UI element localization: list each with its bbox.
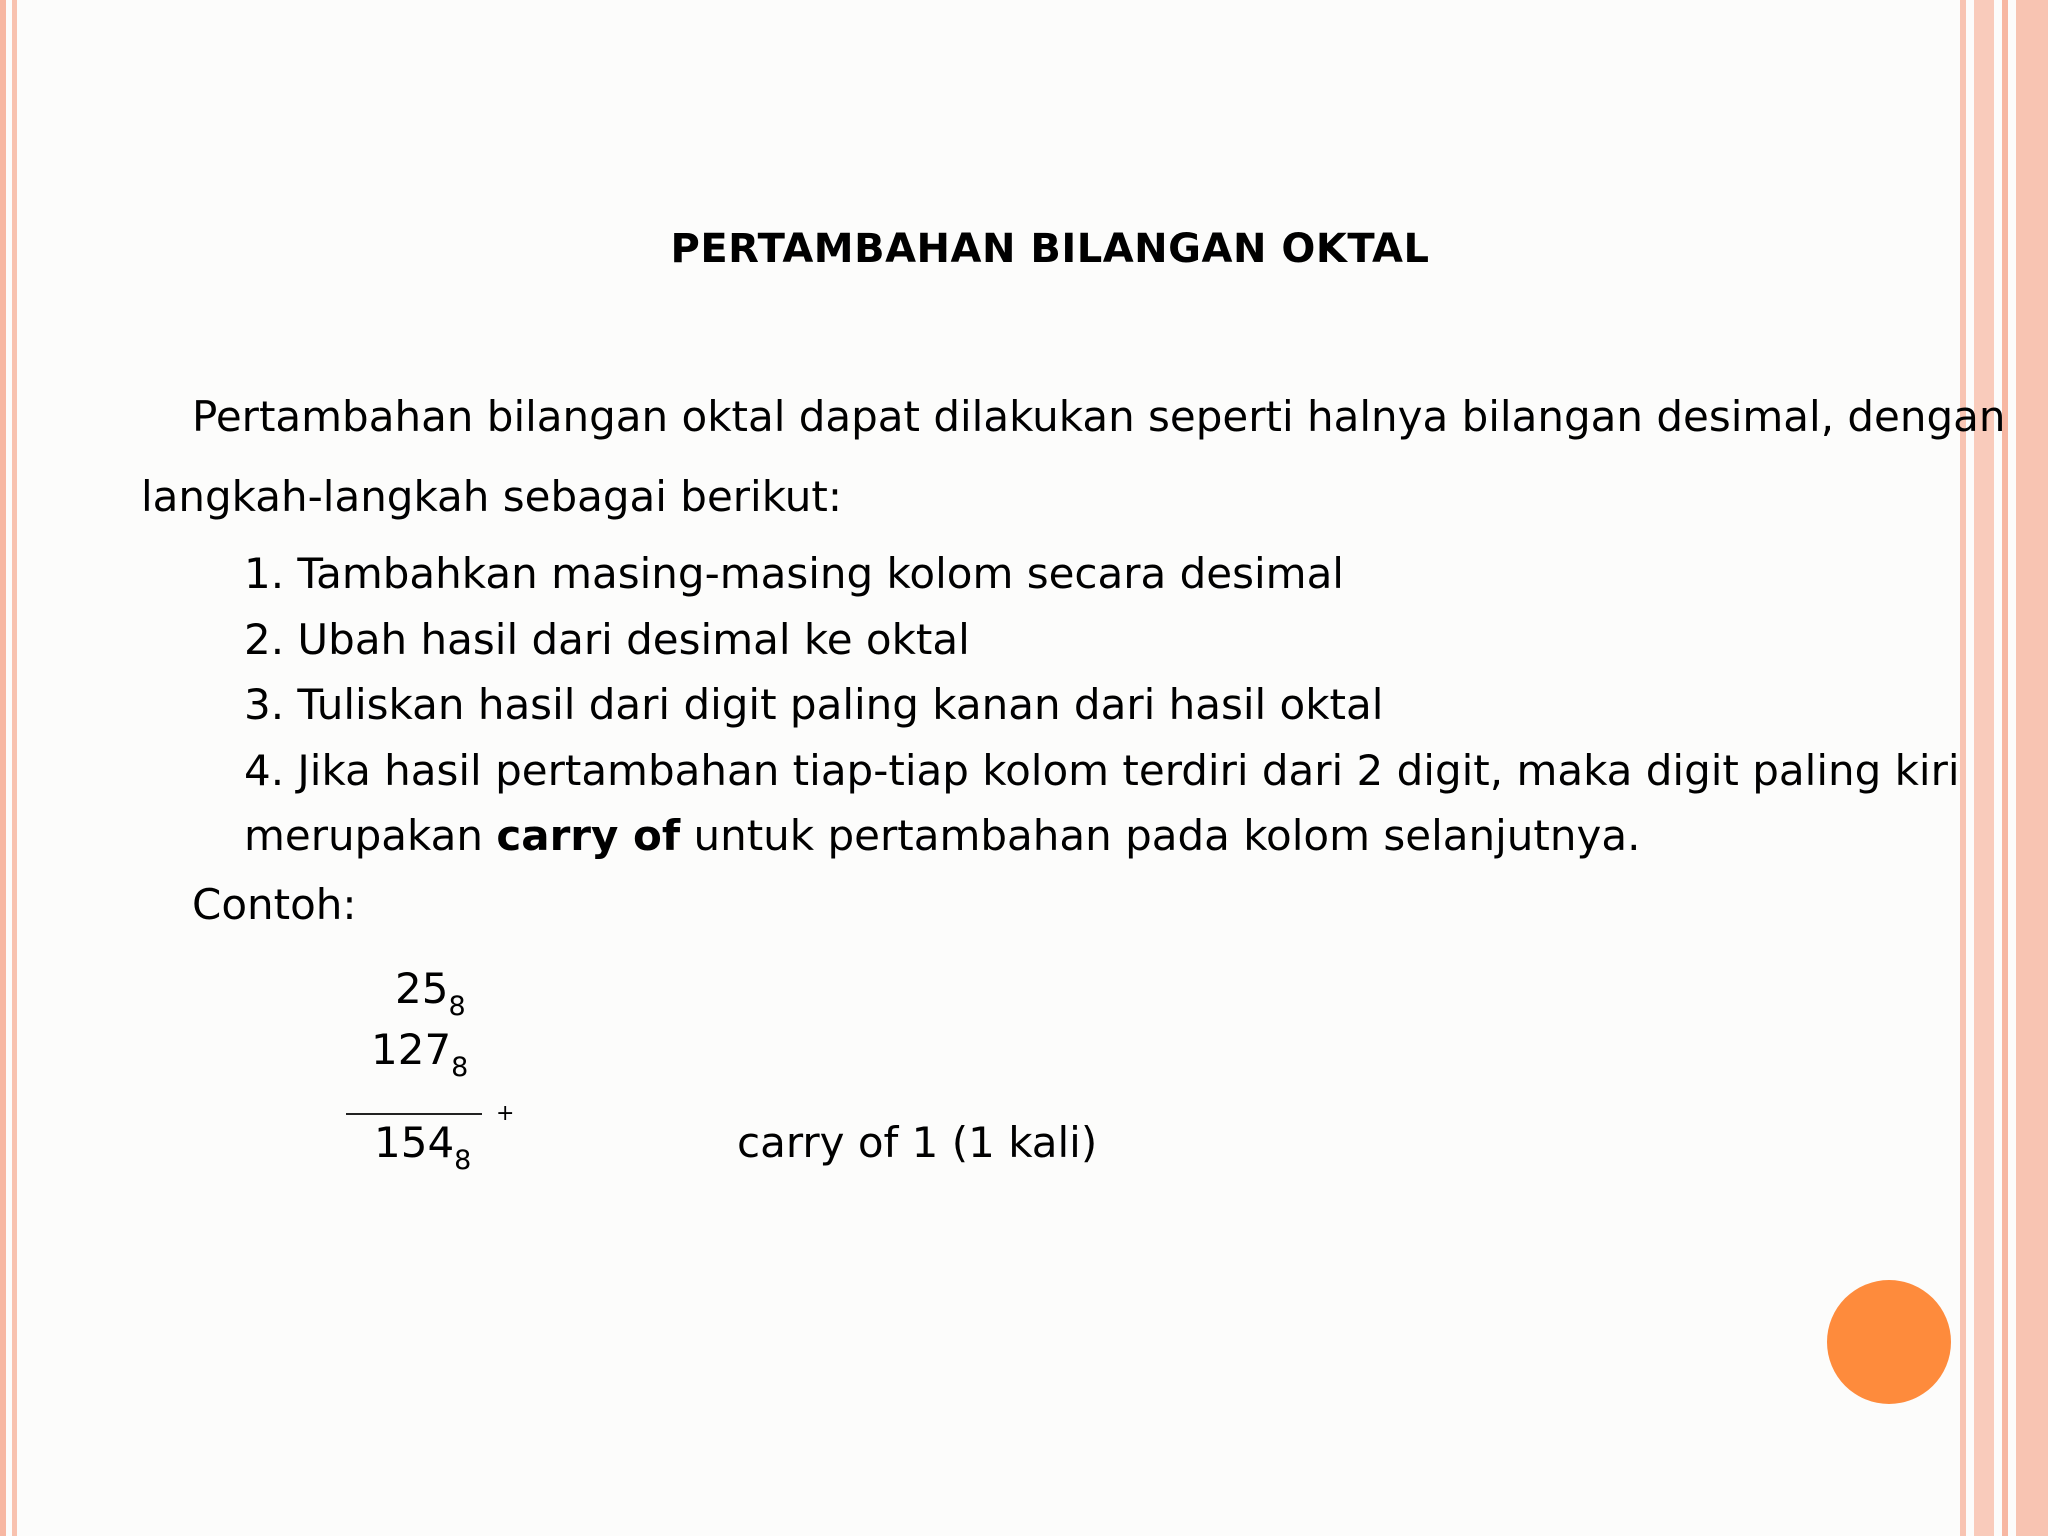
plus-operator: + [496,1101,515,1126]
operand-a-base: 8 [448,991,466,1022]
step-item-2: 2. Ubah hasil dari desimal ke oktal [244,614,970,664]
carry-of-term: carry of [496,811,681,860]
example-label: Contoh: [192,880,357,929]
operand-b-base: 8 [451,1052,469,1083]
operand-a [395,964,466,1022]
sum-base: 8 [454,1145,472,1176]
step-item-4: 4. Jika hasil pertambahan tiap-tiap kolom terdiri dari 2 digit, maka digit paling kiri [244,745,1960,795]
operand-b [371,1025,469,1083]
intro-text-line2: langkah-langkah sebagai berikut: [141,472,842,521]
step-item-4-continuation [244,803,1960,869]
carry-note: carry of 1 (1 kali) [737,1118,1098,1167]
operand-b-value: 127 [371,1025,452,1074]
step-item-3: 3. Tuliskan hasil dari digit paling kanan dari hasil oktal [244,680,1384,729]
step-item-1: 1. Tambahkan masing-masing kolom secara desimal [244,549,1344,598]
sum-value: 154 [374,1118,455,1167]
operand-a-value: 25 [395,964,449,1013]
sum-rule-line [346,1113,482,1115]
steps-list [244,541,1960,869]
intro-text-line1: Pertambahan bilangan oktal dapat dilakukan seperti halnya bilangan desimal, dengan [192,392,2006,441]
sum-result [374,1118,472,1176]
step-text-after: untuk pertambahan pada kolom selanjutnya. [680,811,1641,860]
step-text-before: merupakan [244,811,497,860]
decorative-orange-circle [1827,1280,1951,1404]
slide-title: PERTAMBAHAN BILANGAN OKTAL [670,226,1430,272]
